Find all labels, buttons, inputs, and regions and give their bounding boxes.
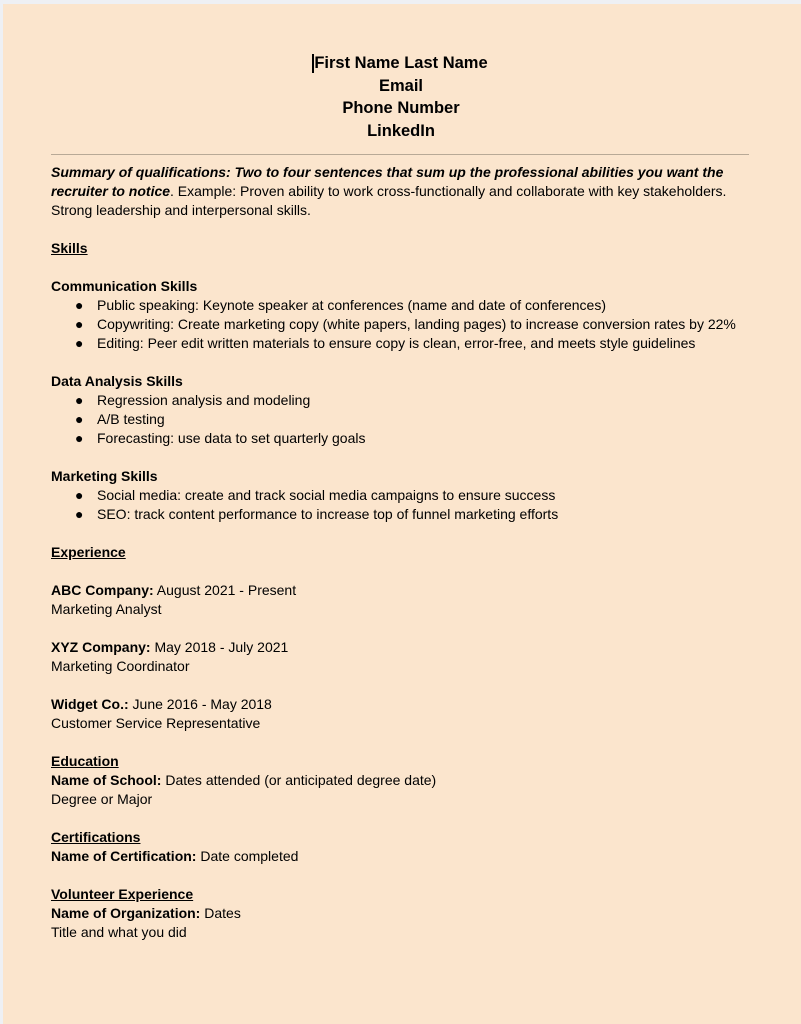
list-item [51,429,751,448]
organization-line [51,904,751,923]
list-item [51,505,751,524]
window-left-border [0,0,3,1024]
resume-header [51,52,751,142]
skill-group-heading: Data Analysis Skills [51,373,183,389]
job-role: Marketing Coordinator [51,658,190,674]
job-line [51,638,751,657]
list-item-text: SEO: track content performance to increase top of funnel marketing efforts [97,506,559,522]
list-item-text: Copywriting: Create marketing copy (white papers, landing pages) to increase conversion rates by 22% [97,316,736,332]
job-company: Widget Co.: [51,696,129,712]
list-item [51,334,751,353]
bullet-icon: ● [75,335,84,351]
list-item-text: A/B testing [97,411,165,427]
list-item-text: Public speaking: Keynote speaker at conferences (name and date of conferences) [97,297,606,313]
certification-label: Name of Certification: [51,848,197,864]
list-item [51,315,751,334]
job-company: XYZ Company: [51,639,151,655]
education-title: Education [51,753,119,769]
volunteer-title: Volunteer Experience [51,886,194,902]
school-label: Name of School: [51,772,162,788]
summary-paragraph [51,163,751,220]
window-top-border [0,0,801,4]
header-email: Email [378,76,424,95]
list-item [51,410,751,429]
header-divider [51,154,749,155]
volunteer-role: Title and what you did [51,924,187,940]
certification-line [51,847,751,866]
list-item [51,296,751,315]
skill-list [51,296,751,353]
bullet-icon: ● [75,297,84,313]
job-role: Customer Service Representative [51,715,261,731]
degree-line: Degree or Major [51,791,153,807]
bullet-icon: ● [75,487,84,503]
job-role: Marketing Analyst [51,601,162,617]
school-detail: Dates attended (or anticipated degree date) [161,772,437,788]
job-dates: June 2016 - May 2018 [128,696,272,712]
summary-example: . Example: Proven ability to work cross-functionally and collaborate with key stakeholders. Strong leadership and interpersonal skills. [51,183,727,218]
skill-list [51,486,751,524]
bullet-icon: ● [75,430,84,446]
job-line [51,581,751,600]
bullet-icon: ● [75,316,84,332]
bullet-icon: ● [75,411,84,427]
bullet-icon: ● [75,392,84,408]
organization-label: Name of Organization: [51,905,201,921]
job-dates: August 2021 - Present [153,582,297,598]
job-line [51,695,751,714]
job-dates: May 2018 - July 2021 [150,639,289,655]
job-company: ABC Company: [51,582,154,598]
skill-list [51,391,751,448]
list-item [51,486,751,505]
skills-title: Skills [51,240,88,256]
certification-detail: Date completed [196,848,299,864]
header-linkedin: LinkedIn [367,121,435,140]
bullet-icon: ● [75,506,84,522]
list-item-text: Regression analysis and modeling [97,392,311,408]
header-name: First Name Last Name [314,54,488,72]
list-item [51,391,751,410]
summary-lead: Summary of qualifications: Two to four sentences that sum up the professional abilities you want the recruiter to notice [51,164,724,199]
skill-group-heading: Marketing Skills [51,468,158,484]
list-item-text: Social media: create and track social media campaigns to ensure success [97,487,556,503]
experience-title: Experience [51,544,126,560]
organization-detail: Dates [200,905,241,921]
list-item-text: Editing: Peer edit written materials to ensure copy is clean, error-free, and meets style guidelines [97,335,696,351]
text-cursor [312,54,314,73]
certifications-title: Certifications [51,829,141,845]
header-phone: Phone Number [342,99,460,117]
skill-group-heading: Communication Skills [51,278,198,294]
resume-document[interactable] [51,52,751,942]
school-line [51,771,751,790]
list-item-text: Forecasting: use data to set quarterly goals [97,430,366,446]
